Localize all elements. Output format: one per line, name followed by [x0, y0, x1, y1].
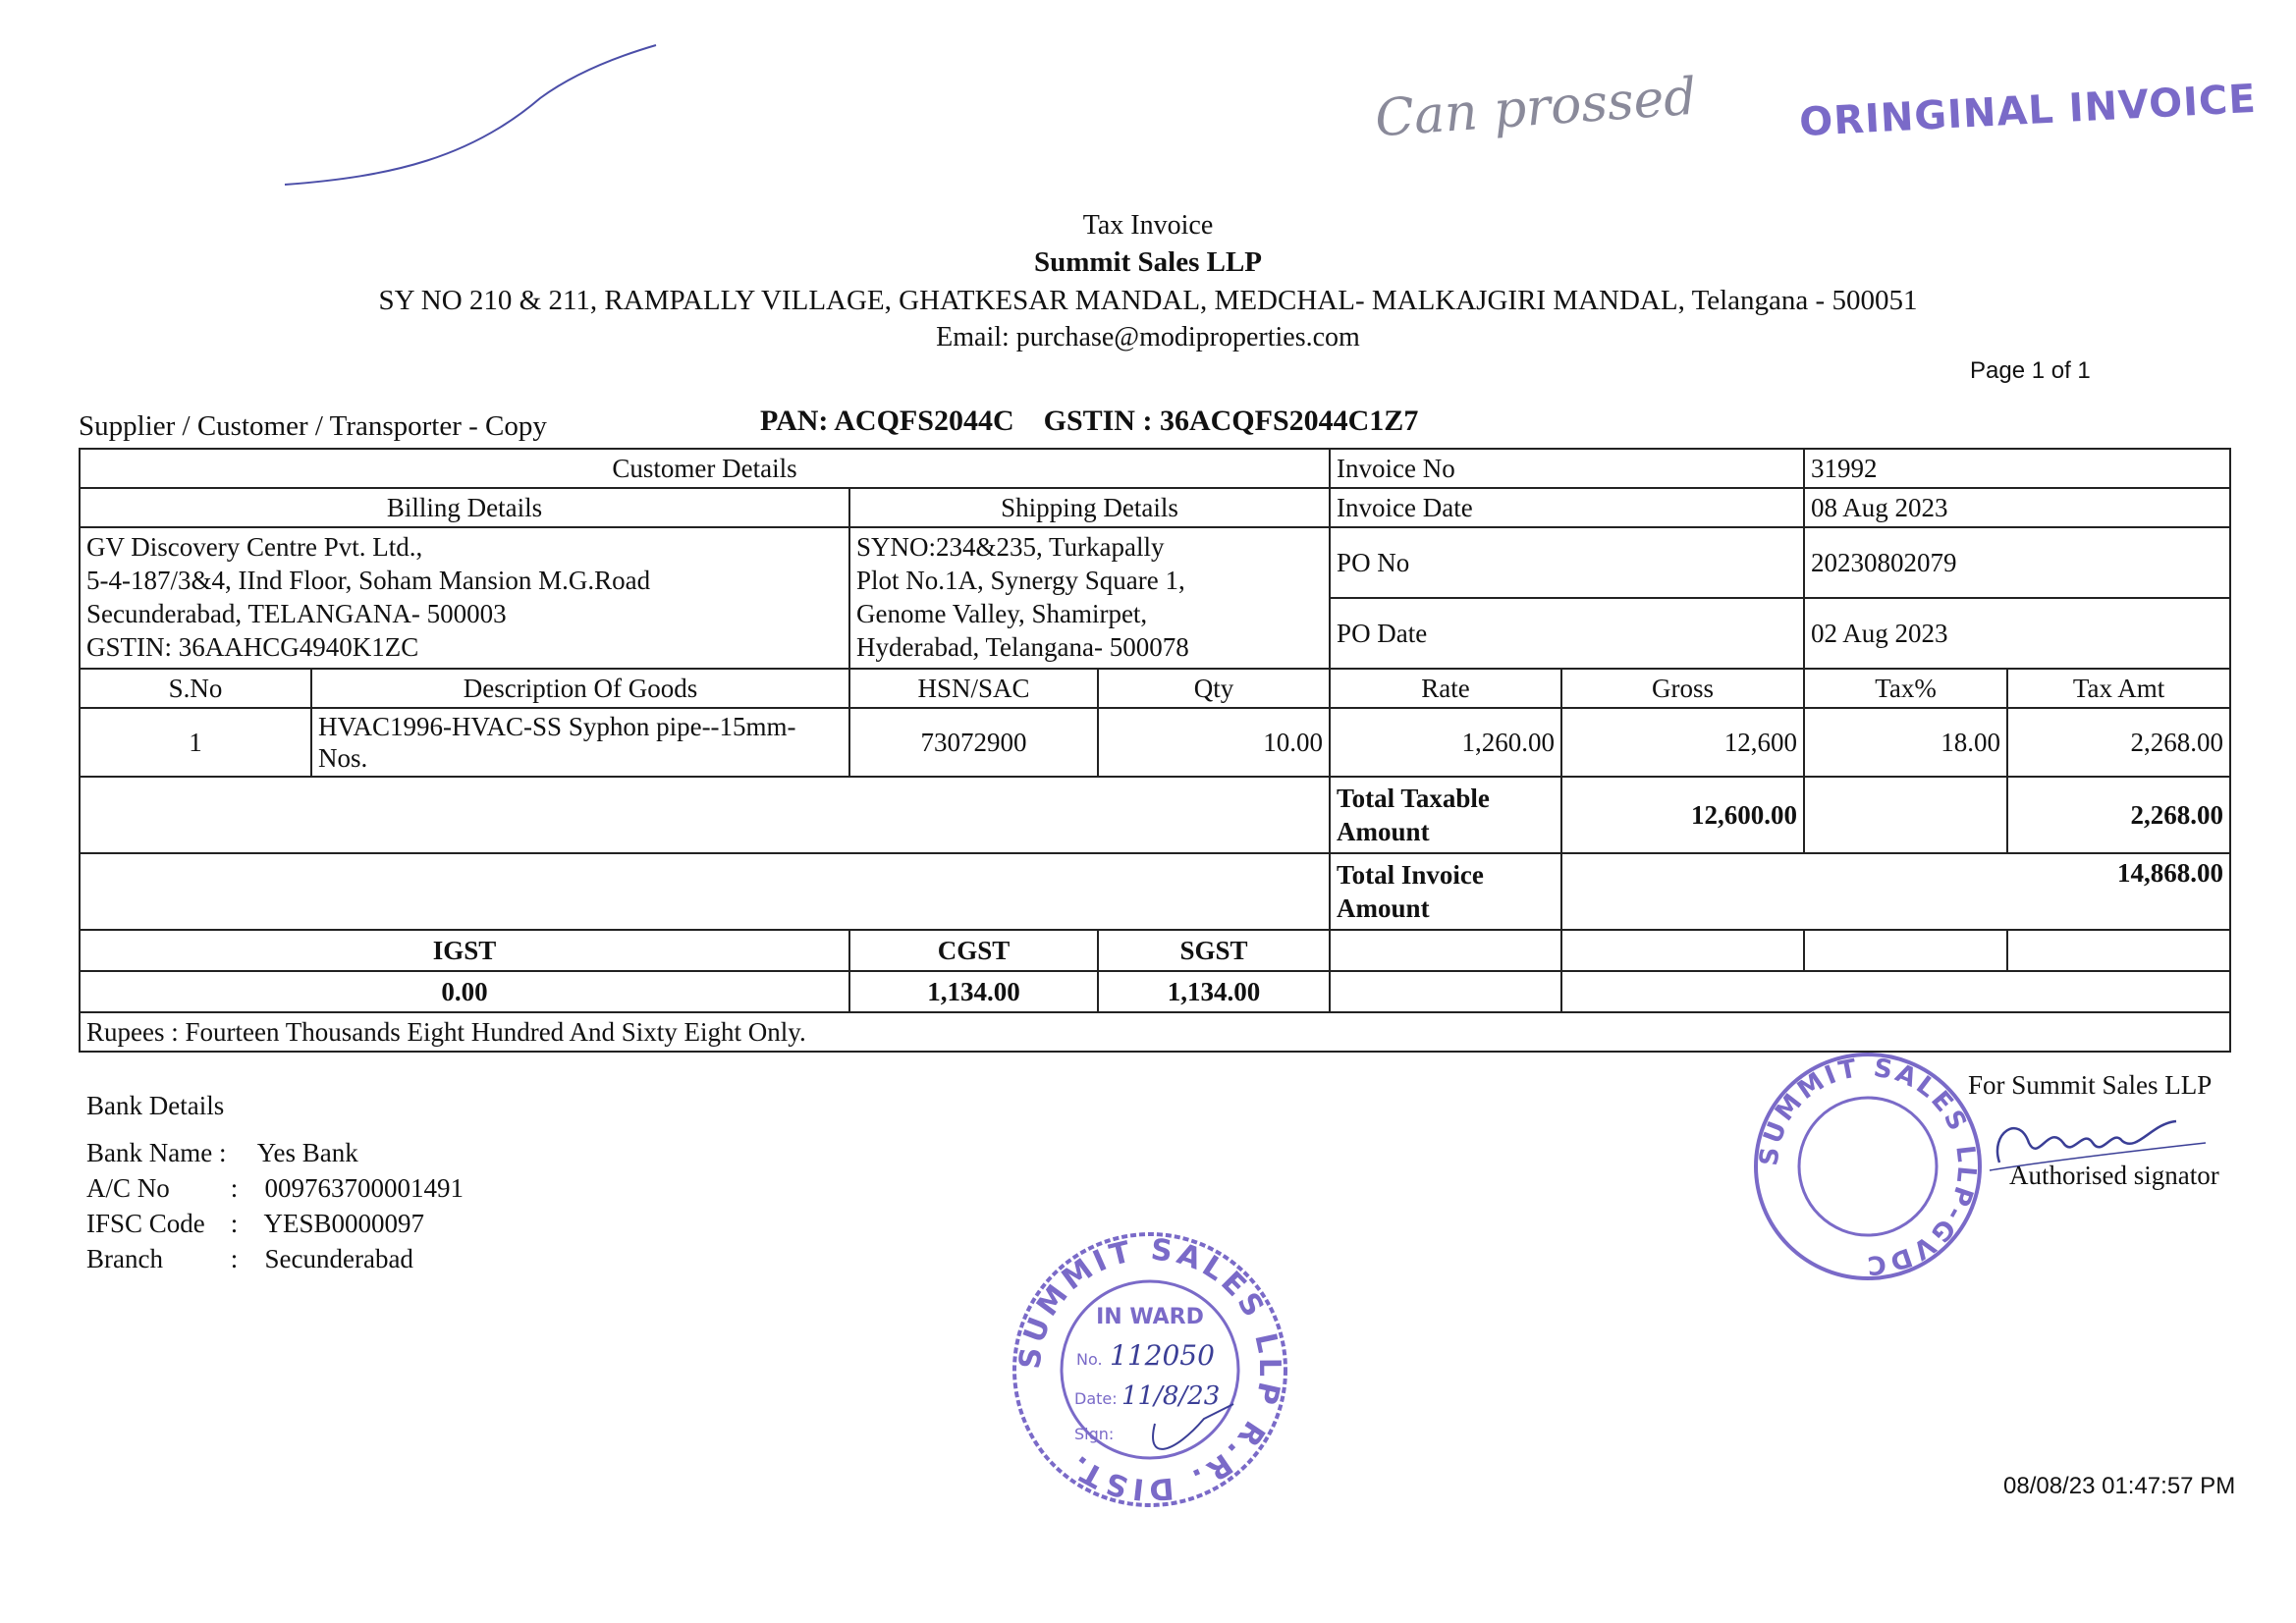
billing-line: GSTIN: 36AAHCG4940K1ZC — [86, 632, 419, 662]
invoice-date: 08 Aug 2023 — [1804, 488, 2230, 527]
company-email: Email: purchase@modiproperties.com — [936, 322, 1360, 352]
shipping-line: SYNO:234&235, Turkapally — [856, 532, 1165, 562]
col-header-rate: Rate — [1330, 669, 1561, 708]
total-taxable-row — [80, 777, 2230, 853]
total-invoice-label-line: Total Invoice — [1337, 860, 1484, 890]
po-no-label: PO No — [1330, 527, 1804, 598]
billing-line: GV Discovery Centre Pvt. Ltd., — [86, 532, 423, 562]
bank-details-title: Bank Details — [86, 1091, 225, 1120]
total-taxable-label-line: Amount — [1337, 817, 1430, 846]
total-taxable-label — [1330, 777, 1561, 853]
shipping-line: Genome Valley, Shamirpet, — [856, 599, 1148, 628]
bank-details — [86, 1088, 464, 1276]
total-invoice-label — [1330, 853, 1561, 930]
po-date-label: PO Date — [1330, 598, 1804, 669]
inward-no-label: No. — [1076, 1350, 1103, 1369]
col-header-description: Description Of Goods — [311, 669, 849, 708]
amount-in-words: Rupees : Fourteen Thousands Eight Hundred And Sixty Eight Only. — [80, 1012, 2230, 1052]
invoice-no-label: Invoice No — [1330, 449, 1804, 488]
total-invoice-amount: 14,868.00 — [1561, 853, 2230, 930]
pen-scribble-icon — [275, 39, 668, 196]
item-description — [311, 708, 849, 777]
tax-split-header-row — [80, 930, 2230, 971]
customer-details-header: Customer Details — [80, 449, 1330, 488]
total-taxable-label-line: Total Taxable — [1337, 784, 1490, 813]
bank-name: Yes Bank — [256, 1138, 358, 1167]
sgst-label: SGST — [1098, 930, 1330, 971]
cgst-value: 1,134.00 — [849, 971, 1098, 1012]
igst-label: IGST — [80, 930, 849, 971]
inward-stamp-icon — [1008, 1227, 1292, 1512]
total-taxable-gross: 12,600.00 — [1561, 777, 1804, 853]
total-invoice-label-line: Amount — [1337, 893, 1430, 923]
authorised-signatory: Authorised signator — [2009, 1161, 2219, 1190]
ifsc-sep: : — [230, 1209, 239, 1238]
col-header-sno: S.No — [80, 669, 311, 708]
shipping-details-header: Shipping Details — [849, 488, 1330, 527]
item-hsn: 73072900 — [849, 708, 1098, 777]
ifsc-label: IFSC Code — [86, 1209, 205, 1238]
tax-split-values-row — [80, 971, 2230, 1012]
total-invoice-row — [80, 853, 2230, 930]
sgst-value: 1,134.00 — [1098, 971, 1330, 1012]
item-description-line: HVAC1996-HVAC-SS Syphon pipe--15mm- — [318, 712, 796, 741]
col-header-tax-amt: Tax Amt — [2007, 669, 2230, 708]
cgst-label: CGST — [849, 930, 1098, 971]
billing-details-header: Billing Details — [80, 488, 849, 527]
billing-address — [80, 527, 849, 669]
branch-sep: : — [230, 1244, 239, 1273]
invoice-date-label: Invoice Date — [1330, 488, 1804, 527]
acc-no: 009763700001491 — [264, 1173, 464, 1203]
company-address: SY NO 210 & 211, RAMPALLY VILLAGE, GHATKESAR MANDAL, MEDCHAL- MALKAJGIRI MANDAL, Telangana - 500051 — [378, 285, 1918, 316]
shipping-line: Hyderabad, Telangana- 500078 — [856, 632, 1189, 662]
inward-date: 11/8/23 — [1121, 1381, 1221, 1411]
col-header-hsn: HSN/SAC — [849, 669, 1098, 708]
item-sno: 1 — [80, 708, 311, 777]
print-timestamp: 08/08/23 01:47:57 PM — [2003, 1473, 2236, 1499]
shipping-line: Plot No.1A, Synergy Square 1, — [856, 566, 1185, 595]
invoice-no: 31992 — [1804, 449, 2230, 488]
for-company: For Summit Sales LLP — [1968, 1070, 2213, 1100]
col-header-tax-pct: Tax% — [1804, 669, 2007, 708]
item-rate: 1,260.00 — [1330, 708, 1561, 777]
inward-no: 112050 — [1110, 1339, 1215, 1372]
acc-sep: : — [230, 1173, 239, 1203]
copy-label: Supplier / Customer / Transporter - Copy — [79, 410, 547, 442]
igst-value: 0.00 — [80, 971, 849, 1012]
bank-name-label: Bank Name : — [86, 1138, 227, 1167]
billing-line: Secunderabad, TELANGANA- 500003 — [86, 599, 507, 628]
item-tax-amt: 2,268.00 — [2007, 708, 2230, 777]
page-info: Page 1 of 1 — [1970, 357, 2091, 384]
item-qty: 10.00 — [1098, 708, 1330, 777]
item-description-line: Nos. — [318, 743, 368, 773]
total-taxable-tax: 2,268.00 — [2007, 777, 2230, 853]
branch-name: Secunderabad — [264, 1244, 413, 1273]
table-row — [80, 708, 2230, 777]
po-date: 02 Aug 2023 — [1804, 598, 2230, 669]
original-invoice-stamp: ORINGINAL INVOICE — [1798, 76, 2258, 146]
inward-title: IN WARD — [1096, 1305, 1204, 1329]
inward-date-label: Date: — [1074, 1389, 1118, 1408]
col-header-gross: Gross — [1561, 669, 1804, 708]
col-header-qty: Qty — [1098, 669, 1330, 708]
pan-gstin: PAN: ACQFS2044C GSTIN : 36ACQFS2044C1Z7 — [760, 405, 1419, 437]
acc-label: A/C No — [86, 1173, 170, 1203]
po-no: 20230802079 — [1804, 527, 2230, 598]
shipping-address — [849, 527, 1330, 669]
ifsc-code: YESB0000097 — [263, 1209, 425, 1238]
inward-sign-label: Sign: — [1074, 1425, 1115, 1443]
invoice-table — [79, 448, 2231, 1053]
inward-ring-text: SUMMIT SALES LLP R.R. DIST. — [1012, 1232, 1287, 1507]
branch-label: Branch — [86, 1244, 163, 1273]
item-tax-pct: 18.00 — [1804, 708, 2007, 777]
items-header-row — [80, 669, 2230, 708]
company-name: Summit Sales LLP — [1033, 246, 1263, 278]
company-seal-icon — [1750, 1049, 1986, 1284]
document-type: Tax Invoice — [1082, 210, 1214, 241]
seal-ring-text: SUMMIT SALES LLP-GVDC — [1754, 1053, 1982, 1280]
item-gross: 12,600 — [1561, 708, 1804, 777]
billing-line: 5-4-187/3&4, IInd Floor, Soham Mansion M.G.Road — [86, 566, 651, 595]
handwritten-note: Can prossed — [1373, 67, 1699, 149]
